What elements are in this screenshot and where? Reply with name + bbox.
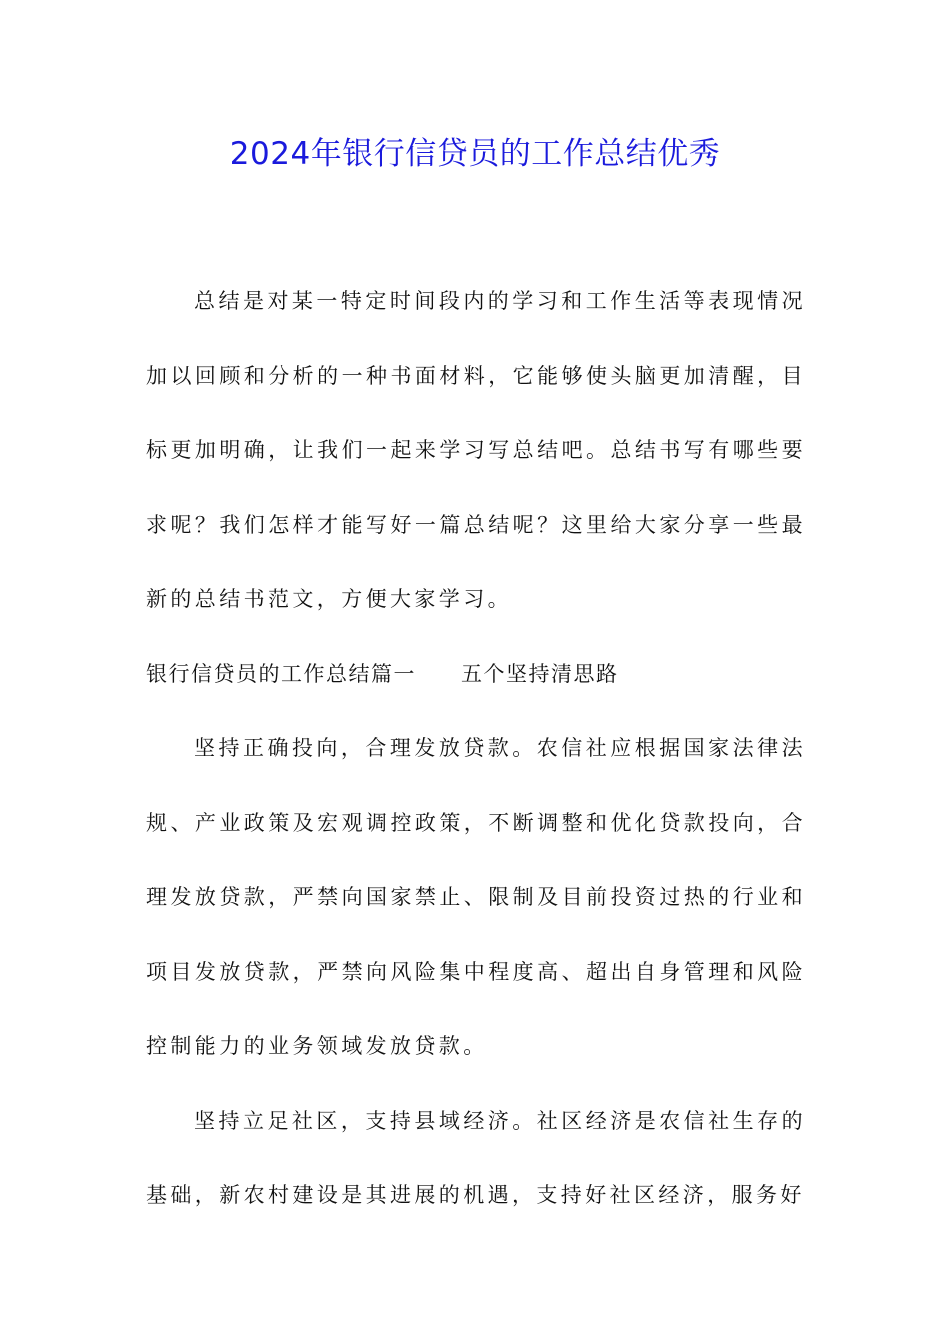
body-paragraph: 坚持立足社区，支持县域经济。社区经济是农信社生存的基础，新农村建设是其进展的机遇，支持好社区经济，服务好 [146, 1108, 806, 1207]
document-title: 2024年银行信贷员的工作总结优秀 [229, 136, 721, 172]
intro-paragraph: 总结是对某一特定时间段内的学习和工作生活等表现情况加以回顾和分析的一种书面材料，它能够使头脑更加清醒，目标更加明确，让我们一起来学习写总结吧。总结书写有哪些要求呢？我们怎样才能写好一篇总结呢？这里给大家分享一些最新的总结书范文，方便大家学习。 [146, 289, 806, 611]
section-heading: 银行信贷员的工作总结篇一 五个坚持清思路 [146, 661, 619, 686]
body-paragraph: 坚持正确投向，合理发放贷款。农信社应根据国家法律法规、产业政策及宏观调控政策，不断调整和优化贷款投向，合理发放贷款，严禁向国家禁止、限制及目前投资过热的行业和项目发放贷款，严禁向风险集中程度高、超出自身管理和风险控制能力的业务领域发放贷款。 [146, 736, 806, 1058]
document-body [146, 264, 806, 1233]
